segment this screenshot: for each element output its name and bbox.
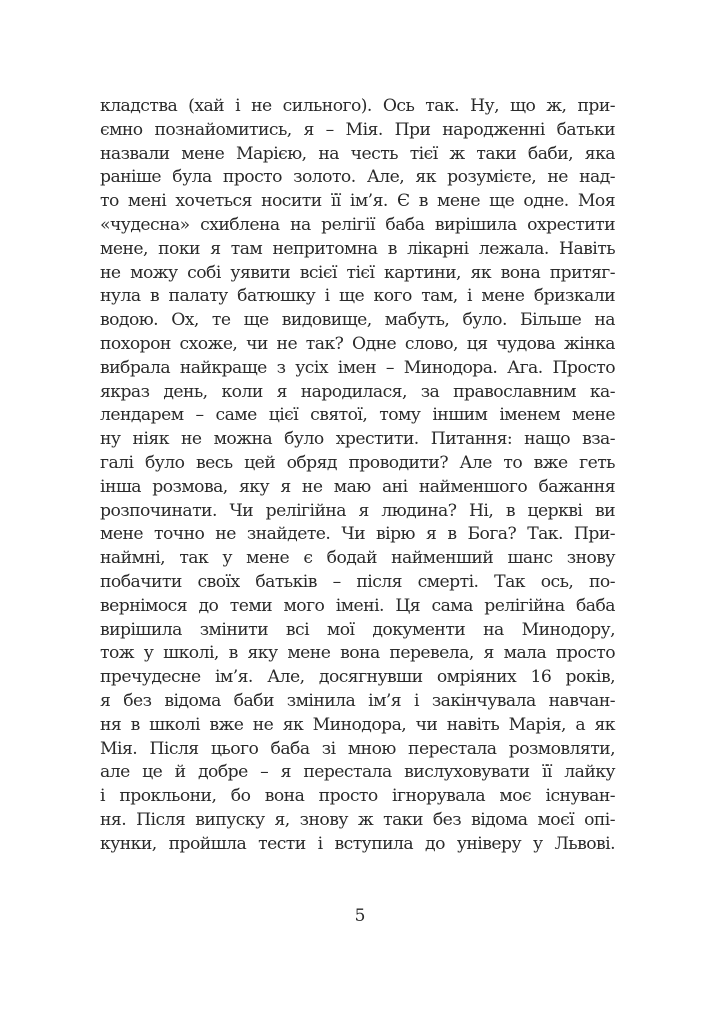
text-line: лендарем – саме цієї святої, тому іншим іменем мене [100, 405, 615, 426]
page-number: 5 [354, 906, 366, 926]
text-line: вернімося до теми мого імені. Ця сама релігійна баба [100, 595, 615, 616]
text-line: вирішила змінити всі мої документи на Минодору, [100, 619, 615, 640]
text-line: раніше була просто золото. Але, як розумієте, не над- [100, 167, 615, 188]
text-line: розпочинати. Чи релігійна я людина? Ні, в церкві ви [100, 500, 615, 521]
text-line: побачити своїх батьків – після смерті. Так ось, по- [100, 571, 615, 592]
text-line: похорон схоже, чи не так? Одне слово, ця чудова жінка [100, 333, 615, 354]
body-text [100, 95, 615, 857]
text-line: пречудесне ім’я. Але, досягнувши омріяних 16 років, [100, 667, 615, 688]
text-line: і прокльони, бо вона просто ігнорувала моє існуван- [100, 786, 615, 807]
text-line: «чудесна» схиблена на релігії баба вирішила охрестити [100, 214, 615, 235]
text-line: тож у школі, в яку мене вона перевела, я мала просто [100, 643, 615, 664]
text-line: галі було весь цей обряд проводити? Але то вже геть [100, 452, 615, 473]
text-line: не можу собі уявити всієї тієї картини, як вона притяг- [100, 262, 615, 283]
text-line: вибрала найкраще з усіх імен – Минодора. Ага. Просто [100, 357, 615, 378]
text-line: мене точно не знайдете. Чи вірю я в Бога? Так. При- [100, 524, 615, 545]
text-line: то мені хочеться носити її ім’я. Є в мене ще одне. Моя [100, 191, 615, 212]
text-line: ня. Після випуску я, знову ж таки без відома моєї опі- [100, 809, 615, 830]
text-line: водою. Ох, те ще видовище, мабуть, було. Більше на [100, 310, 615, 331]
text-line: інша розмова, яку я не маю ані найменшого бажання [100, 476, 615, 497]
text-line: кунки, пройшла тести і вступила до універу у Львові. [100, 833, 615, 854]
text-line: ня в школі вже не як Минодора, чи навіть Марія, а як [100, 714, 615, 735]
text-line: але це й добре – я перестала вислуховувати її лайку [100, 762, 615, 783]
text-line: ну ніяк не можна було хрестити. Питання: нащо взa- [100, 429, 615, 450]
text-line: мене, поки я там непритомна в лікарні лежала. Навіть [100, 238, 615, 259]
text-line: Мія. Після цього баба зі мною перестала розмовляти, [100, 738, 615, 759]
text-line: нула в палату батюшку і ще кого там, і мене бризкали [100, 286, 615, 307]
text-line: ємно познайомитись, я – Мія. При народженні батьки [100, 119, 615, 140]
text-line: наймні, так у мене є бодай найменший шанс знову [100, 548, 615, 569]
text-line: кладства (хай і не сильного). Ось так. Ну, що ж, при- [100, 96, 615, 116]
text-line: назвали мене Марією, на честь тієї ж таки баби, яка [100, 143, 615, 164]
text-line: якраз день, коли я народилася, за православним ка- [100, 381, 615, 402]
text-line: я без відома баби змінила ім’я і закінчувала навчан- [100, 690, 615, 711]
